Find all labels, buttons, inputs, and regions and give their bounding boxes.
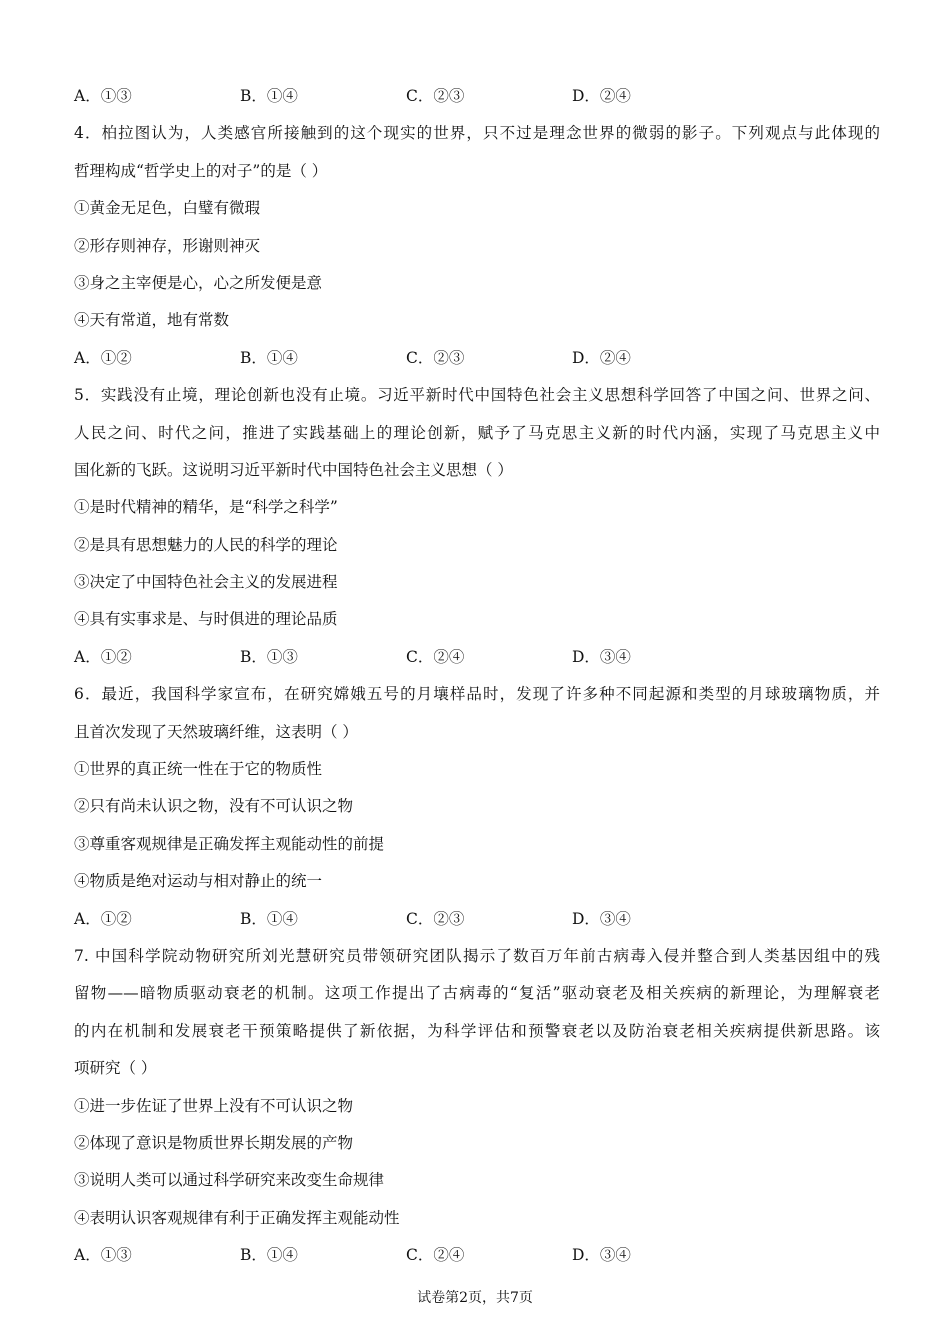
question-stem-line: 6．最近，我国科学家宣布，在研究嫦娥五号的月壤样品时，发现了许多种不同起源和类型的月球玻璃物质，并 [74, 685, 880, 704]
answer-choice-c[interactable]: C．②③ [406, 909, 465, 928]
question-6 [74, 676, 880, 938]
question-4 [74, 115, 880, 377]
answer-choice-c[interactable]: C．②④ [406, 1246, 465, 1265]
question-stem-line: 且首次发现了天然玻璃纤维，这表明（ ） [74, 722, 358, 741]
answer-choices [74, 639, 880, 676]
answer-choice-a[interactable]: A．①② [74, 647, 132, 666]
answer-choice-c[interactable]: C．②③ [406, 87, 465, 105]
answer-choice-c[interactable]: C．②③ [406, 348, 465, 367]
question-stem-line: 人民之问、时代之问，推进了实践基础上的理论创新，赋予了马克思主义新的时代内涵，实现了马克思主义中 [74, 423, 880, 442]
question-stem-line: 项研究（ ） [74, 1059, 157, 1078]
previous-question-answers [74, 78, 880, 115]
answer-choice-a[interactable]: A．①③ [74, 1246, 132, 1265]
question-7 [74, 938, 880, 1275]
page-content [74, 78, 880, 1275]
statement-option: ②只有尚未认识之物，没有不可认识之物 [74, 797, 354, 816]
answer-choice-d[interactable]: D．②④ [572, 87, 631, 105]
statement-option: ②是具有思想魅力的人民的科学的理论 [74, 535, 338, 554]
answer-choices [74, 901, 880, 938]
statement-option: ③尊重客观规律是正确发挥主观能动性的前提 [74, 834, 385, 853]
answer-choice-b[interactable]: B．①④ [240, 87, 298, 105]
answer-choices [74, 1237, 880, 1274]
statement-option: ④物质是绝对运动与相对静止的统一 [74, 872, 323, 891]
answer-choice-b[interactable]: B．①④ [240, 909, 298, 928]
answer-choice-d[interactable]: D．③④ [572, 909, 631, 928]
statement-option: ③身之主宰便是心，心之所发便是意 [74, 273, 323, 292]
question-stem-line: 哲理构成“哲学史上的对子”的是（ ） [74, 161, 328, 180]
question-stem-line: 国化新的飞跃。这说明习近平新时代中国特色社会主义思想（ ） [74, 460, 513, 479]
page-footer: 试卷第2页，共7页 [417, 1290, 533, 1306]
answer-choice-b[interactable]: B．①④ [240, 1246, 298, 1265]
statement-option: ①进一步佐证了世界上没有不可认识之物 [74, 1096, 354, 1115]
answer-choice-a[interactable]: A．①② [74, 348, 132, 367]
answer-choices [74, 340, 880, 377]
question-stem-line: 留物——暗物质驱动衰老的机制。这项工作提出了古病毒的“复活”驱动衰老及相关疾病的新理论，为理解衰老 [74, 984, 880, 1003]
answer-choice-d[interactable]: D．③④ [572, 1246, 631, 1265]
answer-choice-b[interactable]: B．①④ [240, 348, 298, 367]
question-stem-line: 的内在机制和发展衰老干预策略提供了新依据，为科学评估和预警衰老以及防治衰老相关疾病提供新思路。该 [74, 1021, 880, 1040]
statement-option: ④具有实事求是、与时俱进的理论品质 [74, 610, 338, 629]
answer-choice-a[interactable]: A．①② [74, 909, 132, 928]
statement-option: ④天有常道，地有常数 [74, 311, 230, 330]
statement-option: ④表明认识客观规律有利于正确发挥主观能动性 [74, 1208, 400, 1227]
statement-option: ①黄金无足色，白璧有微瑕 [74, 199, 261, 218]
answer-choice-d[interactable]: D．②④ [572, 348, 631, 367]
answer-choice-b[interactable]: B．①③ [240, 647, 298, 666]
statement-option: ①是时代精神的精华，是“科学之科学” [74, 498, 338, 517]
statement-option: ②体现了意识是物质世界长期发展的产物 [74, 1133, 354, 1152]
answer-choice-a[interactable]: A．①③ [74, 87, 132, 105]
statement-option: ①世界的真正统一性在于它的物质性 [74, 760, 323, 779]
question-5 [74, 377, 880, 676]
question-stem-line: 5．实践没有止境，理论创新也没有止境。习近平新时代中国特色社会主义思想科学回答了中国之问、世界之问、 [74, 386, 880, 405]
answer-choice-c[interactable]: C．②④ [406, 647, 465, 666]
statement-option: ②形存则神存，形谢则神灭 [74, 236, 261, 255]
question-stem-line: 4．柏拉图认为，人类感官所接触到的这个现实的世界，只不过是理念世界的微弱的影子。下列观点与此体现的 [74, 124, 880, 143]
question-stem-line: 7. 中国科学院动物研究所刘光慧研究员带领研究团队揭示了数百万年前古病毒入侵并整合到人类基因组中的残 [74, 946, 880, 965]
statement-option: ③决定了中国特色社会主义的发展进程 [74, 573, 338, 592]
statement-option: ③说明人类可以通过科学研究来改变生命规律 [74, 1171, 385, 1190]
answer-choice-d[interactable]: D．③④ [572, 647, 631, 666]
